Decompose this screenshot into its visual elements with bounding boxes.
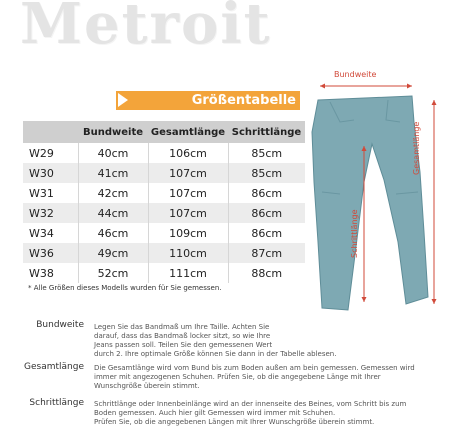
pants-diagram [300,82,450,332]
desc-line: immer mit angezogenen Schuhen. Prüfen Sie, ob die angegebene Länge mit Ihrer [94,373,381,381]
size-cell: W32 [23,203,78,223]
table-row [23,263,305,283]
schritt-cell: 86cm [228,183,305,203]
size-cell: W31 [23,183,78,203]
size-cell: W30 [23,163,78,183]
gesamt-cell: 107cm [148,163,228,183]
schrittlaenge-diagram-label: Schrittlänge [350,209,359,258]
header-gesamtlaenge: Gesamtlänge [148,121,228,143]
schritt-cell: 86cm [228,203,305,223]
table-row [23,163,305,183]
desc-term: Gesamtlänge [24,362,84,372]
header-size [23,121,78,143]
bund-cell: 42cm [78,183,148,203]
size-cell: W38 [23,263,78,283]
desc-line: Prüfen Sie, ob die angegebenen Längen mit Ihrer Wunschgröße überein stimmt. [94,418,375,426]
header-schrittlaenge: Schrittlänge [228,121,305,143]
size-cell: W34 [23,223,78,243]
gesamt-cell: 107cm [148,203,228,223]
page-title: Größentabelle [191,93,296,108]
table-row [23,223,305,243]
size-cell: W29 [23,143,78,163]
schritt-cell: 85cm [228,143,305,163]
schritt-cell: 87cm [228,243,305,263]
desc-line: Die Gesamtlänge wird vom Bund bis zum Boden außen am bein gemessen. Gemessen wird [94,364,415,372]
gesamt-cell: 110cm [148,243,228,263]
desc-line: Schrittlänge oder Innenbeinlänge wird an der innenseite des Beines, vom Schritt bis zum [94,400,407,408]
desc-text [94,323,434,359]
size-cell: W36 [23,243,78,263]
arrow-icon [118,93,128,107]
bund-cell: 49cm [78,243,148,263]
size-table [23,121,305,283]
desc-text [94,364,434,391]
bund-cell: 40cm [78,143,148,163]
desc-text [94,400,434,427]
table-row [23,183,305,203]
desc-line: Wunschgröße überein stimmt. [94,382,200,390]
table-header-row [23,121,305,143]
bundweite-diagram-label: Bundweite [334,70,377,79]
gesamt-cell: 109cm [148,223,228,243]
schritt-cell: 85cm [228,163,305,183]
desc-line: Boden gemessen. Auch hier gilt Gemessen wird immer mit Schuhen. [94,409,336,417]
table-row [23,143,305,163]
gesamt-cell: 107cm [148,183,228,203]
schritt-cell: 86cm [228,223,305,243]
desc-term: Schrittlänge [29,398,84,408]
table-row [23,203,305,223]
table-row [23,243,305,263]
pants-silhouette [312,96,428,310]
desc-line: durch 2. Ihre optimale Größe können Sie dann in der Tabelle ablesen. [94,350,337,358]
desc-line: darauf, dass das Bandmaß locker sitzt, so wie Ihre [94,332,271,340]
bund-cell: 52cm [78,263,148,283]
gesamtlaenge-diagram-label: Gesamtlänge [412,121,421,175]
desc-line: Jeans passen soll. Teilen Sie den gemessenen Wert [94,341,273,349]
schritt-cell: 88cm [228,263,305,283]
gesamt-cell: 111cm [148,263,228,283]
bund-cell: 41cm [78,163,148,183]
gesamt-cell: 106cm [148,143,228,163]
table-footnote: * Alle Größen dieses Modells wurden für Sie gemessen. [28,284,222,292]
bund-cell: 44cm [78,203,148,223]
brand-logo: Metroit [20,0,272,57]
header-bundweite: Bundweite [78,121,148,143]
bund-cell: 46cm [78,223,148,243]
desc-line: Legen Sie das Bandmaß um Ihre Taille. Achten Sie [94,323,270,331]
desc-term: Bundweite [36,320,84,330]
